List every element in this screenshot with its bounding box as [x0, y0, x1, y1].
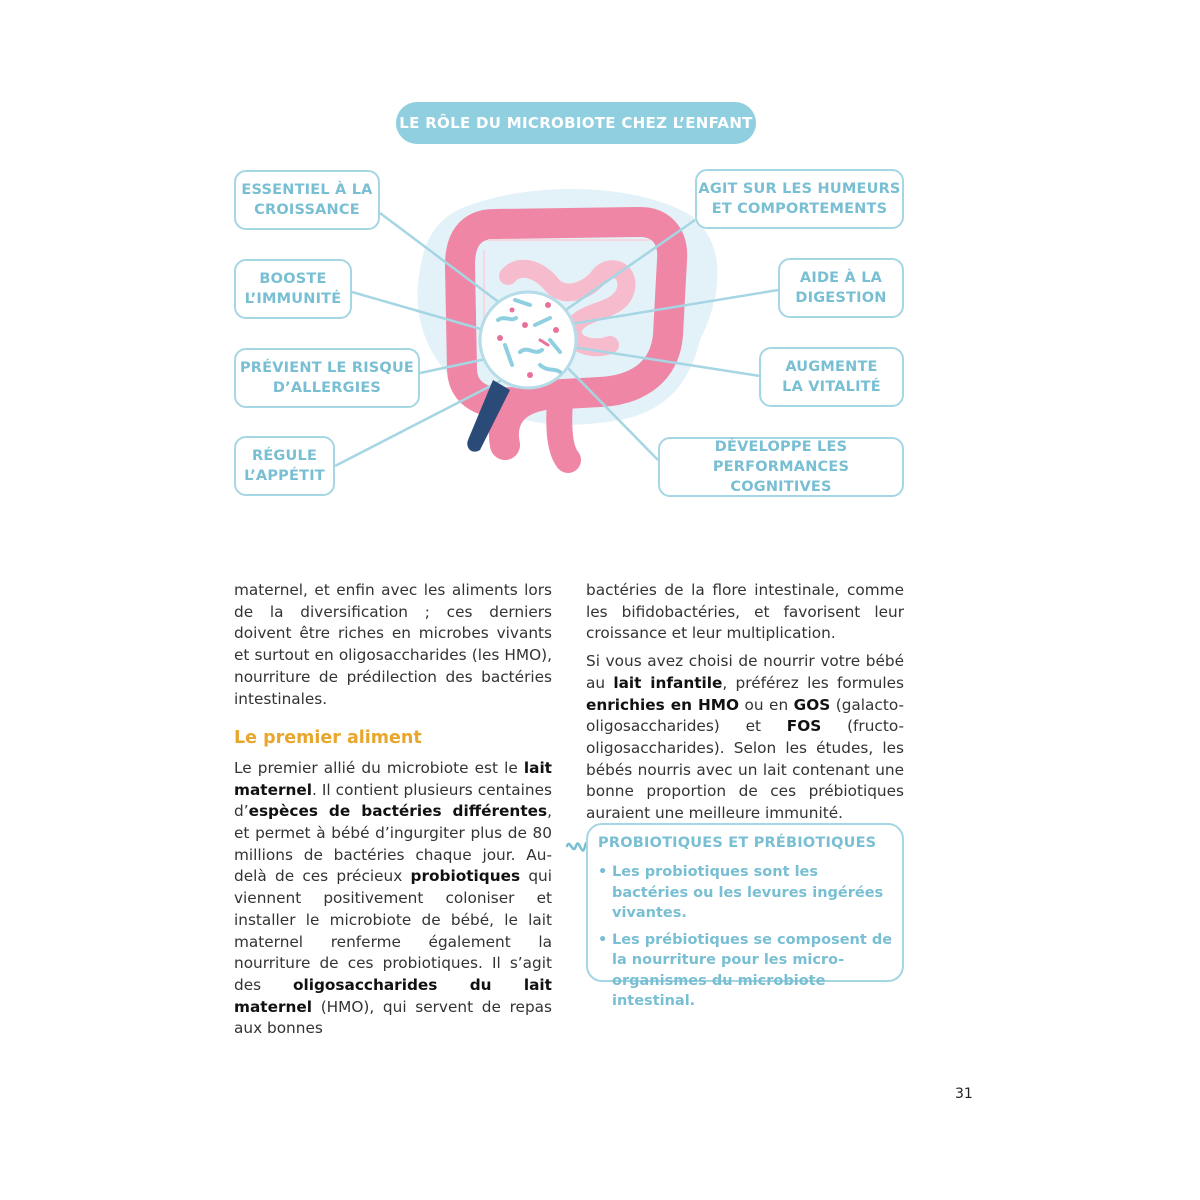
text: (galacto-oligosaccharides) et — [586, 695, 904, 736]
list-item — [598, 930, 894, 1012]
text: ou en — [738, 695, 794, 714]
label-line: DÉVELOPPE LES — [714, 439, 848, 455]
label-line: BOOSTE — [259, 271, 327, 287]
list-item-text: Les probiotiques sont les bactéries ou les levures ingérées vivantes. — [612, 864, 884, 921]
label-humeurs — [695, 169, 904, 229]
bold-term: GOS — [793, 695, 831, 714]
paragraph: bactéries de la flore intestinale, comme les bifidobactéries, et favorisent leur croissance et leur multiplication. — [586, 581, 904, 643]
label-line: DIGESTION — [795, 290, 887, 306]
text: (fructo-oligosaccharides). Selon les études, les bébés nourris avec un lait contenant une bonne proportion de ces prébiotiques auraient une meilleure immunité. — [586, 717, 904, 823]
section-heading: Le premier aliment — [234, 728, 422, 749]
bold-term: enrichies en HMO — [586, 695, 739, 714]
label-digestion — [778, 258, 904, 318]
label-line: ESSENTIEL À LA — [241, 182, 373, 198]
text: , et permet à bébé d’ingurgiter plus de 80 millions de bactéries chaque jour. Au-delà de ces précieux — [234, 802, 552, 886]
right-column — [586, 580, 904, 825]
left-column — [234, 580, 552, 1040]
label-allergies — [234, 348, 420, 408]
diagram-title: LE RÔLE DU MICROBIOTE CHEZ L’ENFANT — [396, 102, 756, 144]
label-cognitives — [658, 437, 904, 497]
page-number: 31 — [955, 1086, 973, 1102]
label-appetit — [234, 436, 335, 496]
bullet-icon: • — [598, 931, 608, 948]
label-line: L’IMMUNITÉ — [244, 291, 342, 307]
label-line: AUGMENTE — [785, 359, 878, 375]
label-immunite — [234, 259, 352, 319]
bold-term: FOS — [786, 717, 822, 736]
paragraph — [586, 651, 904, 825]
text: . Il contient plusieurs centaines d’ — [234, 780, 552, 821]
list-item-text: Les prébiotiques se composent de la nourriture pour les micro-organismes du microbiote intestinal. — [612, 931, 893, 1009]
text: (HMO), qui servent de repas aux bonnes — [234, 997, 552, 1038]
text: Le premier allié du microbiote est le — [234, 758, 524, 777]
text: , préférez les formules — [722, 673, 904, 692]
bold-term: oligosaccharides du lait maternel — [234, 975, 552, 1016]
bold-term: espèces de bactéries différentes — [248, 802, 548, 821]
info-box-title: PROBIOTIQUES ET PRÉBIOTIQUES — [598, 835, 877, 851]
label-line: AGIT SUR LES HUMEURS — [698, 181, 901, 197]
list-item — [598, 862, 894, 924]
bold-term: lait maternel — [234, 758, 552, 799]
text: qui viennent positivement coloniser et installer le microbiote de bébé, le lait maternel renferme également la nourriture de ces probiotiques. Il s’agit des — [234, 867, 552, 994]
label-vitalite — [759, 347, 904, 407]
bullet-icon: • — [598, 864, 608, 880]
text: Si vous avez choisi de nourrir votre bébé au — [586, 652, 904, 692]
info-list — [598, 862, 894, 1018]
paragraph — [234, 758, 552, 1040]
label-line: D’ALLERGIES — [272, 380, 382, 396]
label-line: CROISSANCE — [254, 202, 360, 218]
label-line: RÉGULE — [251, 448, 318, 464]
label-line: L’APPÉTIT — [244, 468, 325, 484]
label-line: ET COMPORTEMENTS — [711, 201, 888, 217]
label-line: LA VITALITÉ — [782, 379, 881, 395]
label-croissance — [234, 170, 380, 230]
label-line: PERFORMANCES COGNITIVES — [712, 459, 850, 495]
bold-term: lait infantile — [613, 673, 723, 692]
label-line: AIDE À LA — [799, 270, 883, 286]
paragraph: maternel, et enfin avec les aliments lors de la diversification ; ces derniers doivent être riches en microbes vivants et surtout en oligosaccharides (les HMO), nourriture de prédilection des bactéries intestinales. — [234, 581, 552, 708]
bold-term: probiotiques — [410, 867, 521, 886]
label-line: PRÉVIENT LE RISQUE — [239, 360, 415, 376]
